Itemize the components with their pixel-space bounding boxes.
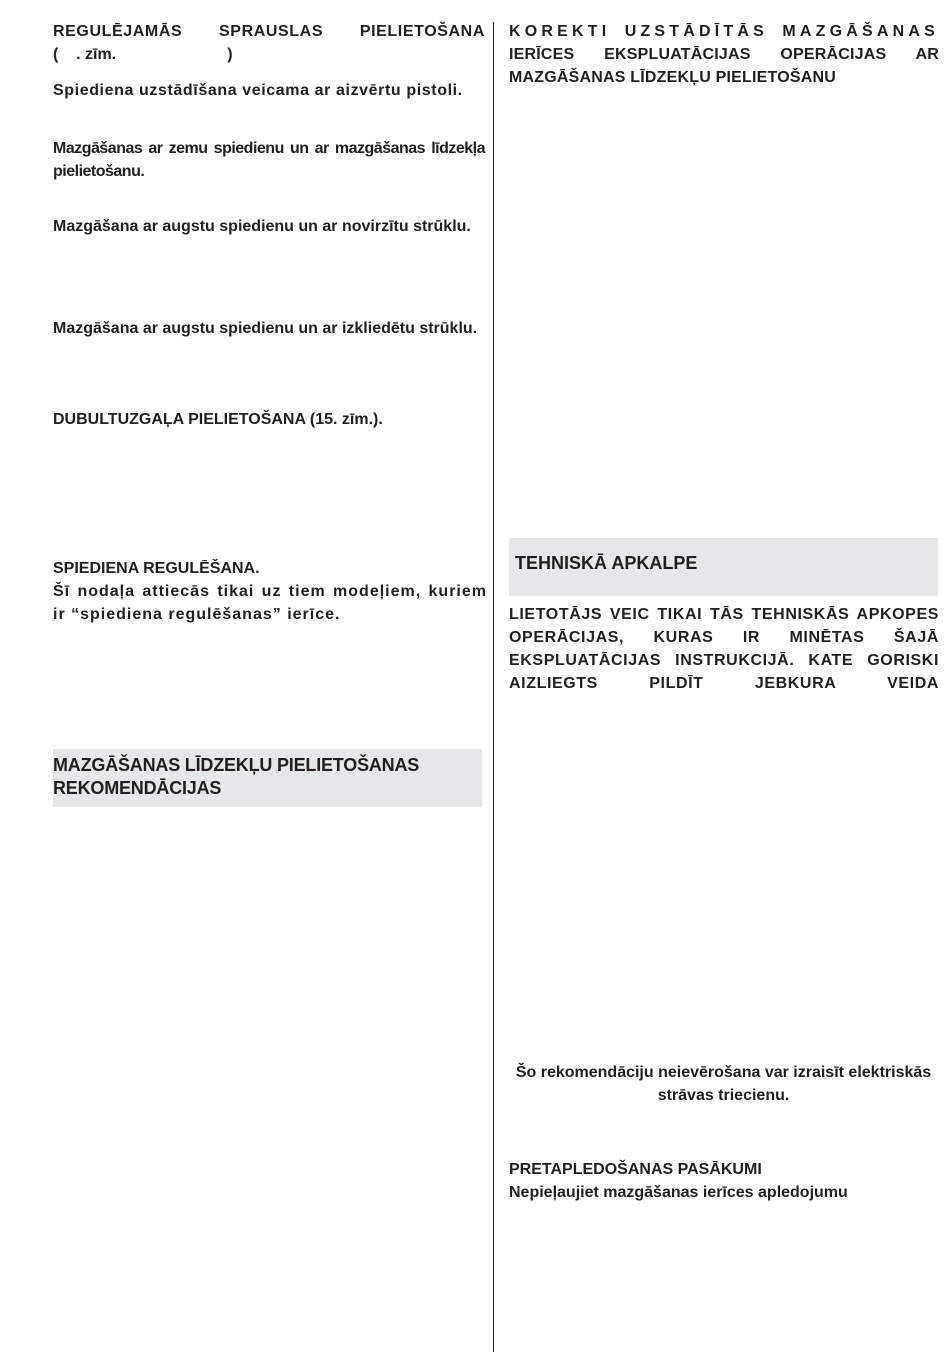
nozzle-figure-reference: ( . zīm. ) <box>53 46 233 63</box>
maintenance-band <box>509 538 938 596</box>
antifreeze-heading: PRETAPLEDOŠANAS PASĀKUMI <box>509 1161 762 1178</box>
warning-text: Šo rekomendāciju neievērošana var izraisīt elektriskās strāvas triecienu. <box>515 1064 932 1104</box>
double-lance-heading: DUBULTUZGAĻA PIELIETOŠANA (15. zīm.). <box>53 411 383 428</box>
low-pressure-text: Mazgāšanas ar zemu spiedienu un ar mazgāšanas līdzekļa pielietošanu. <box>53 140 485 180</box>
column-divider <box>493 22 494 1352</box>
correct-operations-heading-rest: IERĪCES EKSPLUATĀCIJAS OPERĀCIJAS AR MAZGĀŠANAS LĪDZEKĻU PIELIETOŠANU <box>509 46 939 86</box>
maintenance-heading: TEHNISKĀ APKALPE <box>515 553 698 573</box>
high-pressure-directed-text: Mazgāšana ar augstu spiedienu un ar novirzītu strūklu. <box>53 218 471 235</box>
maintenance-text: LIETOTĀJS VEIC TIKAI TĀS TEHNISKĀS APKOPES OPERĀCIJAS, KURAS IR MINĒTAS ŠAJĀ EKSPLUATĀCIJAS INSTRUKCIJĀ. KATE GORISKI AIZLIEGTS PILDĪT JEBKURA VEIDA <box>509 606 939 692</box>
pressure-regulation-note: Šī nodaļa attiecās tikai uz tiem modeļiem, kuriem ir “spiediena regulēšanas” ierīce. <box>53 583 487 623</box>
pressure-setting-text: Spiediena uzstādīšana veicama ar aizvērtu pistoli. <box>53 82 463 99</box>
correct-operations-heading-line1: KOREKTI UZSTĀDĪTĀS MAZGĀŠANAS <box>509 23 939 40</box>
nozzle-heading: REGULĒJAMĀS SPRAUSLAS PIELIETOŠANA <box>53 23 485 40</box>
detergent-recommendations-band <box>53 749 482 807</box>
high-pressure-dispersed-text: Mazgāšana ar augstu spiedienu un ar izkliedētu strūklu. <box>53 320 478 337</box>
antifreeze-text: Nepieļaujiet mazgāšanas ierīces apledojumu <box>509 1184 848 1201</box>
pressure-regulation-heading: SPIEDIENA REGULĒŠANA. <box>53 560 260 577</box>
detergent-recommendations-heading: MAZGĀŠANAS LĪDZEKĻU PIELIETOŠANAS REKOMENDĀCIJAS <box>53 755 420 798</box>
